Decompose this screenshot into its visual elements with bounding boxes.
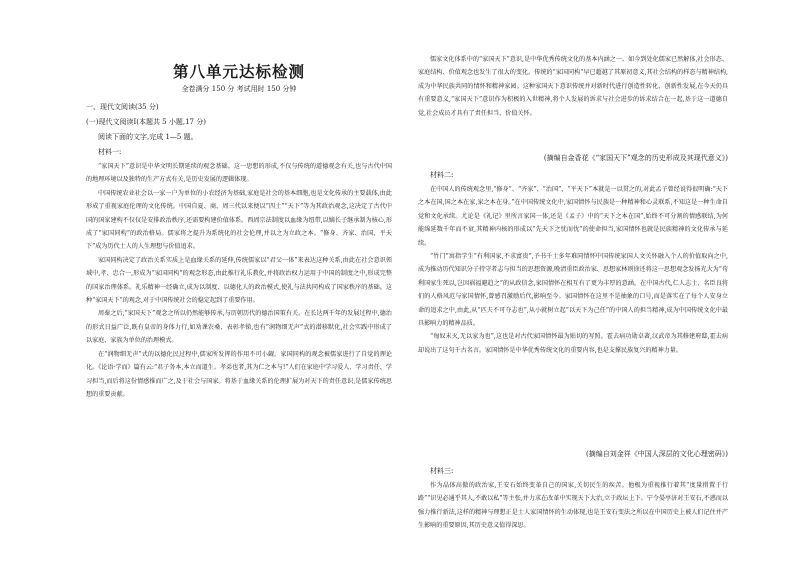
source-citation: (摘编自刘金祥《中国人深层的文化心理密码》)	[586, 450, 728, 458]
instruction-text: 阅读下面的文字,完成 1—5 题。	[98, 133, 198, 141]
page-title: 第八单元达标检测	[172, 63, 305, 81]
paragraph: 在中国人的传统观念里,“修身”、“齐家”、“治国”、“平天下”本就是一以贯之的,对此孟子曾经说得很明确:“天下之本在国,国之本在家,家之本在身。”在中国传统文化中,家国情怀与民族是一种精神和心灵联系,不知这是一种生命自觉和文化承续。尤论是《礼记》里所言家国一体,还是《孟子》中的“天下之本在国”,始终不可分割的情感联结,为何能绵延数千年而不衰,其精神内核的形成以“先天下之忧而忧”的使命担当,家国情怀也就是民族精神的文化传承与延续。	[418, 186, 728, 247]
paragraph: “竹门”寓指学生“有利国家,不求富贵”,予书千士多年难同情怀中国传统家国人文关怀融入个人的价值取向之中,成为推动历代知识分子持守者志与担当的思想资源,晚清重臣政治家、思想家林则徐还将这一思想观念发扬光大为“苟利国家生死以,岂因祸福避趋之”的从政信念,家国情怀在相互有了更为丰厚的意涵。在中国古代,仁人志士、名臣良将们的人格风范与家国情怀,曾感召激励后代,影响至今。家国情怀在这里不是抽象的口号,而是落实在了每个人安身立命的追求之中,由此,从“匹夫不可夺志也”,从小就树立起“以天下为己任”的中国人的担当精神,成为中国传统文化中最具影响力的精神品质。	[418, 253, 728, 328]
paragraph: 家国同构决定了政治关系实质上是血缘关系的延伸,传统儒家以“君父一体”来表达这种关系,由此在社会意识领域中,孝、忠合一,形成为“家国同构”的观念形态,由此推行礼乐教化,并将政治权力运用于中国的制度之中,形成完整的国家治理体系。礼乐精神一经确立,成为以制度、以德化人的政治模式,使礼与法共同构成了国家秩序的基础。这种“家国天下”的观念,对于中国传统社会的稳定起到了重要作用。	[86, 256, 392, 305]
material-2-label: 材料二:	[430, 171, 454, 179]
paragraph: “家国天下”意识是中华文明长期延续的观念基础。这一思想的形成,不仅与传统的道德观念有关,也与古代中国的地理环境以及独特的生产方式有关,是历史发展的逻辑体现。	[86, 163, 392, 184]
material-2-body	[418, 183, 728, 353]
material-3-label: 材料三:	[430, 467, 454, 475]
paragraph: 中国传统农业社会以一家一户为单位的小农经济为基础,家庭是社会的基本细胞,也是文化传承的主要载体,由此形成了重视家庭伦理的文化传统。中国自夏、商、周三代以来便以“四土”“天下”等为其政治观念,这决定了古代中国的国家建构不仅仅是安排政治秩序,还需要构建价值体系。西周宗法制度以血缘为纽带,以嫡长子继承制为核心,形成了“家国同构”的政治格局。儒家将之提升为系统化的社会伦理,并以之为立政之本。“修身、齐家、治国、平天下”成为历代士人的人生理想与价值追求。	[86, 189, 392, 251]
paragraph: “匈奴未灭,无以家为也”,这也是对古代家国情怀最为贴切的写照。霍去病功勋卓著,汉武帝为其修建府邸,霍去病却说出了这句千古名言。家国情怀是中华优秀传统文化的重要内容,也是支撑民族复兴的精神力量。	[418, 333, 728, 353]
subsection-heading: (一)现代文阅读Ⅰ(本题共 5 小题,17 分)	[86, 118, 206, 126]
exam-info: 全卷满分 150 分 考试用时 150 分钟	[181, 85, 297, 93]
material-1-label: 材料一:	[98, 148, 122, 156]
paragraph: 儒家文化体系中的“家国天下”意识,是中华优秀传统文化的基本内涵之一。如今到处化儒家已然解体,社会形态、家庭结构、价值观念也发生了很大的变化。传统的“家国同构”早已超越了其原初意义,其社会结构的样态与精神结构,成为中华民族共同的情怀和精神家园。这种家国天下意识传统并对新时代进行创造性转化、创新性发展,在今天仍具有重要意义,“家国天下”意识作为积极的入世精神,将个人发展的诉求与社会进步的诉求结合在一起,基于这一道德自觉,社会成员才具有了责任担当、价值关怀。	[418, 56, 728, 117]
source-citation: (摘编自金香花《“家国天下”观念的历史形成及其现代意义》)	[543, 154, 728, 162]
material-3-body	[418, 479, 728, 549]
paragraph: 周秦之后,“家国天下”观念之所以仍然能够传承,与历朝历代的德治国策有关。在长达两千年的发展过程中,德治的形式日益广泛,既有皇帝的身体力行,如劝课农桑、表彰孝悌,也有“润物细无声”式的潜移默化,社会实践中形成了以家庭、家族为单位的治理模式。	[86, 310, 392, 345]
paragraph: 作为晶体高傲的政治家,王安石始终变革自己的国家,关切民生的疾苦。他极为重视推行着其“度量措置于行路”“识见必通乎其人,不敢以私”等主张,并力求在改革中实现天下大治,立于政坛上下。宁令晏亭济对王安石,不惑而以强力推行新法,这样的精神与理想正是士人家国情怀的生动体现,也是王安石变法之所以在中国历史上被人们记住并产生影响的重要原因,其历史意义值得深思。	[418, 482, 728, 530]
section-heading: 一、现代文阅读(35 分)	[86, 103, 159, 111]
material-1-continued	[418, 53, 728, 148]
material-1-body	[86, 160, 392, 552]
paragraph: 在“润物细无声”式的以德化民过程中,儒家所发挥的作用不可小觑。家国同构的观念被儒家进行了自觉的理论化。《论语·学而》篇有云:“君子务本,本立而道生。孝弟也者,其为仁之本与!”人们在家庭中学习爱人、学习责任、学习担当,而后将这份情感推而广之,及于社会与国家。将基于血缘关系的伦理扩展为对天下的责任意识,是儒家传统思想的重要贡献。	[86, 350, 392, 398]
